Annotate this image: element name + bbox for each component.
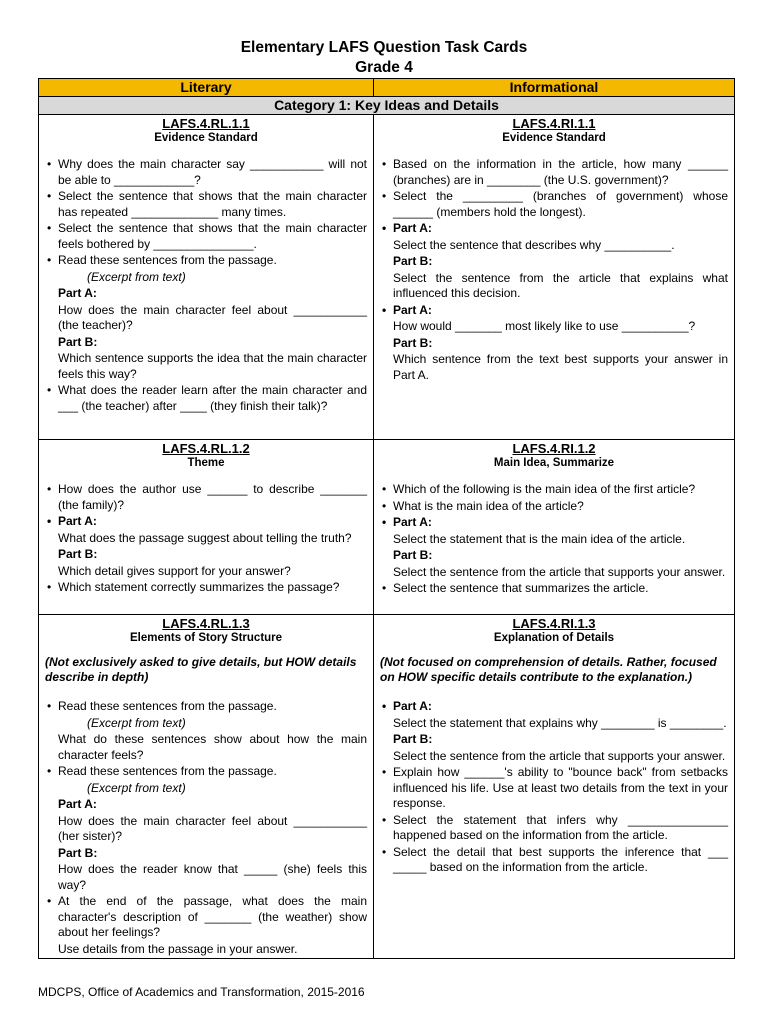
list-item: • Part A:: [45, 514, 367, 530]
standard-subtitle: Evidence Standard: [502, 132, 606, 144]
list-item: (Excerpt from text): [87, 269, 186, 284]
list-item: How does the main character feel about ___________ (the teacher)?: [58, 302, 367, 332]
informational-cell: [374, 115, 735, 440]
question-list: [39, 157, 373, 414]
standard-row: [39, 115, 735, 440]
list-item: Part B:: [58, 845, 98, 860]
column-header-informational: Informational: [374, 79, 735, 97]
page-subtitle: Grade 4: [355, 59, 413, 76]
question-list: [39, 482, 373, 596]
list-item: Which sentence supports the idea that the main character feels this way?: [58, 351, 367, 381]
list-item: Select the sentence from the article that supports your answer.: [393, 748, 726, 763]
list-item: • Select the sentence that shows that the main character feels bothered by _______________.: [45, 221, 367, 252]
standard-code: LAFS.4.RI.1.1: [512, 116, 596, 131]
informational-cell: [374, 615, 735, 959]
list-item: • How does the author use ______ to describe _______ (the family)?: [45, 482, 367, 513]
list-item: How would _______ most likely like to use __________?: [393, 319, 696, 333]
list-item: • Read these sentences from the passage.: [45, 699, 367, 715]
list-item: • Select the detail that best supports the inference that ___ _____ based on the information from the article.: [380, 845, 728, 876]
list-item: • Which of the following is the main idea of the first article?: [380, 482, 728, 498]
question-list: [374, 482, 734, 597]
standard-subtitle: Evidence Standard: [154, 132, 258, 144]
standard-subtitle: Main Idea, Summarize: [493, 457, 615, 469]
question-list: [39, 699, 373, 957]
standard-code: LAFS.4.RL.1.2: [162, 441, 250, 456]
list-item: • Select the sentence that shows that the main character has repeated _____________ many times.: [45, 189, 367, 220]
list-item: Select the statement that explains why ________ is ________.: [393, 715, 727, 730]
page-title: Elementary LAFS Question Task Cards: [240, 39, 528, 56]
list-item: • Read these sentences from the passage.: [45, 764, 367, 780]
list-item: • Select the sentence that summarizes the article.: [380, 581, 728, 597]
list-item: • Why does the main character say ___________ will not be able to ____________?: [45, 157, 367, 188]
list-item: Select the sentence from the article that explains what influenced this decision.: [393, 270, 728, 300]
footer-credit: MDCPS, Office of Academics and Transformation, 2015-2016: [38, 985, 365, 999]
standard-note: (Not exclusively asked to give details, but HOW details describe in depth): [45, 655, 357, 684]
task-card-table: [38, 78, 735, 959]
standard-note: (Not focused on comprehension of details. Rather, focused on HOW specific details contribute to the explanation.): [380, 655, 717, 684]
list-item: Part A:: [58, 286, 97, 300]
list-item: Part B:: [58, 334, 98, 349]
informational-cell: [374, 440, 735, 615]
list-item: • Explain how ______'s ability to "bounce back" from setbacks influenced his life. Use at least two details from the text in your response.: [380, 765, 728, 812]
standard-code: LAFS.4.RL.1.1: [162, 116, 250, 131]
list-item: Part B:: [393, 335, 433, 350]
list-item: • Read these sentences from the passage.: [45, 253, 367, 269]
list-item: Select the statement that is the main idea of the article.: [393, 531, 686, 546]
list-item: Select the sentence from the article that supports your answer.: [393, 564, 726, 579]
column-header-row: [39, 79, 735, 97]
category-label: Category 1: Key Ideas and Details: [39, 97, 735, 115]
literary-cell: [39, 440, 374, 615]
list-item: • Part A:: [380, 515, 728, 531]
standard-code: LAFS.4.RI.1.2: [512, 441, 596, 456]
list-item: • At the end of the passage, what does the main character's description of _______ (the weather) show about her feelings?: [45, 894, 367, 941]
standard-subtitle: Explanation of Details: [493, 632, 615, 644]
literary-cell: [39, 115, 374, 440]
category-row: [39, 97, 735, 115]
list-item: Part A:: [58, 797, 97, 811]
list-item: • Part A:: [380, 303, 728, 319]
list-item: How does the main character feel about ___________ (her sister)?: [58, 813, 367, 843]
list-item: What does the passage suggest about telling the truth?: [58, 530, 352, 545]
list-item: Select the sentence that describes why __________.: [393, 237, 675, 252]
list-item: Part B:: [393, 548, 433, 562]
list-item: • Select the _________ (branches of government) whose ______ (members hold the longest).: [380, 189, 728, 220]
list-item: What do these sentences show about how the main character feels?: [58, 732, 367, 762]
standard-subtitle: Theme: [187, 457, 225, 469]
list-item: Part B:: [58, 547, 98, 561]
column-header-literary: Literary: [39, 79, 374, 97]
list-item: • Part A:: [380, 221, 728, 237]
list-item: Part B:: [393, 254, 433, 268]
literary-cell: [39, 615, 374, 959]
list-item: • Select the statement that infers why _______________ happened based on the information from the article.: [380, 813, 728, 844]
list-item: (Excerpt from text): [87, 780, 186, 795]
list-item: Which sentence from the text best supports your answer in Part A.: [393, 352, 728, 382]
list-item: • Part A:: [380, 699, 728, 715]
list-item: • Based on the information in the article, how many ______ (branches) are in ________ (the U.S. government)?: [380, 157, 728, 188]
list-item: How does the reader know that _____ (she) feels this way?: [58, 862, 367, 892]
question-list: [374, 157, 734, 383]
list-item: • Which statement correctly summarizes the passage?: [45, 580, 367, 596]
list-item: Part B:: [393, 732, 433, 746]
list-item: (Excerpt from text): [87, 715, 186, 730]
standard-subtitle: Elements of Story Structure: [129, 632, 283, 644]
list-item: Which detail gives support for your answer?: [58, 563, 291, 578]
standard-row: [39, 615, 735, 959]
standard-code: LAFS.4.RL.1.3: [162, 616, 250, 631]
list-item: Use details from the passage in your answer.: [58, 941, 298, 956]
list-item: • What is the main idea of the article?: [380, 499, 728, 515]
standard-code: LAFS.4.RI.1.3: [512, 616, 596, 631]
list-item: • What does the reader learn after the main character and ___ (the teacher) after ____ (they finish their talk)?: [45, 383, 367, 414]
question-list: [374, 699, 734, 876]
standard-row: [39, 440, 735, 615]
